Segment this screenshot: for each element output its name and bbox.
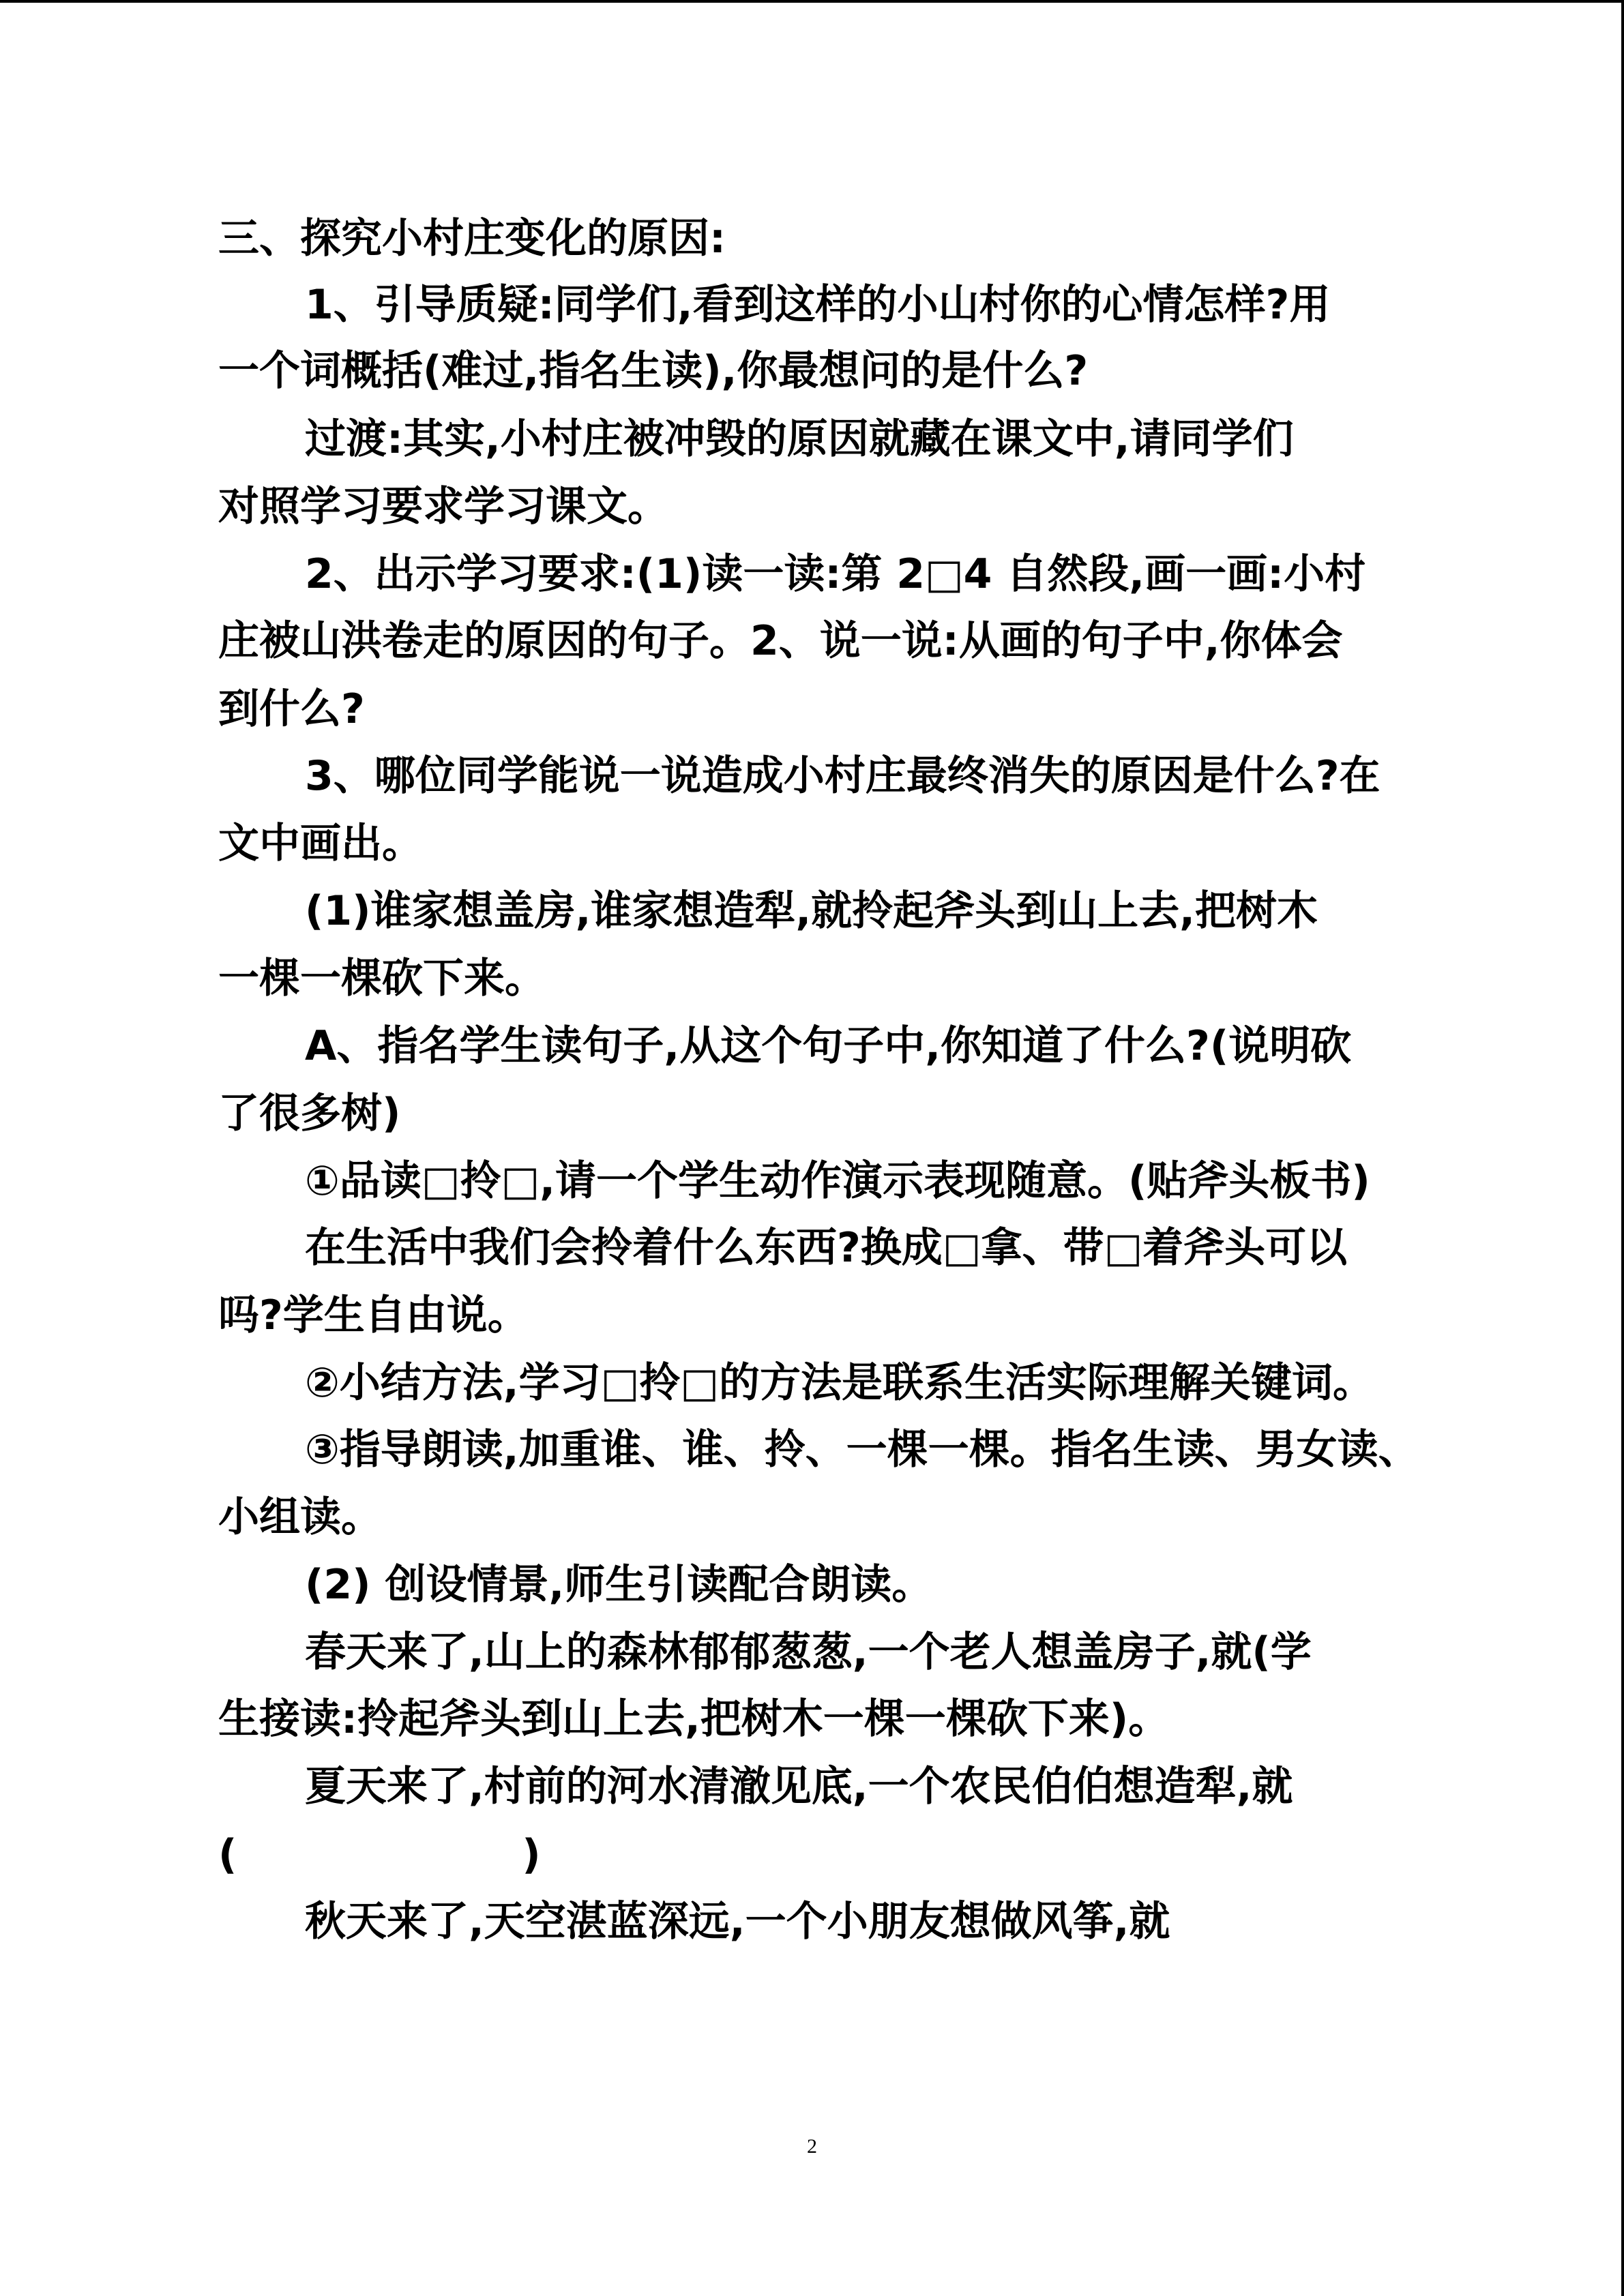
page-top-border: [0, 0, 1624, 3]
paragraph-line: 过渡:其实,小村庄被冲毁的原因就藏在课文中,请同学们: [305, 415, 1294, 463]
section-heading: 三、探究小村庄变化的原因:: [218, 215, 726, 263]
paragraph-line: ( ): [218, 1831, 541, 1879]
paragraph-line: 生接读:拎起斧头到山上去,把树木一棵一棵砍下来)。: [218, 1695, 1170, 1743]
paragraph-line: 庄被山洪卷走的原因的句子。2、说一说:从画的句子中,你体会: [218, 617, 1343, 665]
paragraph-line: (1)谁家想盖房,谁家想造犁,就拎起斧头到山上去,把树木: [305, 887, 1318, 935]
paragraph-line: 在生活中我们会拎着什么东西?换成□拿、带□着斧头可以: [305, 1224, 1348, 1272]
paragraph-line: 1、引导质疑:同学们,看到这样的小山村你的心情怎样?用: [305, 281, 1331, 329]
paragraph-line: 春天来了,山上的森林郁郁葱葱,一个老人想盖房子,就(学: [305, 1628, 1312, 1676]
paragraph-line: 一棵一棵砍下来。: [218, 955, 546, 1002]
paragraph-line: 夏天来了,村前的河水清澈见底,一个农民伯伯想造犁,就: [305, 1763, 1293, 1810]
paragraph-line: 一个词概括(难过,指名生读),你最想问的是什么?: [218, 347, 1089, 395]
paragraph-line: 小组读。: [218, 1493, 382, 1541]
page-number: 2: [807, 2135, 817, 2158]
paragraph-line: A、指名学生读句子,从这个句子中,你知道了什么?(说明砍: [305, 1022, 1352, 1070]
paragraph-line: ②小结方法,学习□拎□的方法是联系生活实际理解关键词。: [305, 1359, 1374, 1407]
paragraph-line: ③指导朗读,加重谁、谁、拎、一棵一棵。指名生读、男女读、: [305, 1426, 1419, 1474]
paragraph-line: 对照学习要求学习课文。: [218, 483, 668, 531]
paragraph-line: (2) 创设情景,师生引读配合朗读。: [305, 1561, 933, 1609]
paragraph-line: 秋天来了,天空湛蓝深远,一个小朋友想做风筝,就: [305, 1898, 1170, 1945]
paragraph-line: ①品读□拎□,请一个学生动作演示表现随意。(贴斧头板书): [305, 1157, 1370, 1205]
paragraph-line: 到什么?: [218, 685, 365, 733]
paragraph-line: 了很多树): [218, 1090, 401, 1137]
paragraph-line: 吗?学生自由说。: [218, 1292, 529, 1339]
paragraph-line: 文中画出。: [218, 820, 423, 867]
paragraph-line: 2、出示学习要求:(1)读一读:第 2□4 自然段,画一画:小村: [305, 550, 1366, 598]
paragraph-line: 3、哪位同学能说一说造成小村庄最终消失的原因是什么?在: [305, 752, 1381, 800]
page-right-border: [1621, 0, 1624, 2296]
